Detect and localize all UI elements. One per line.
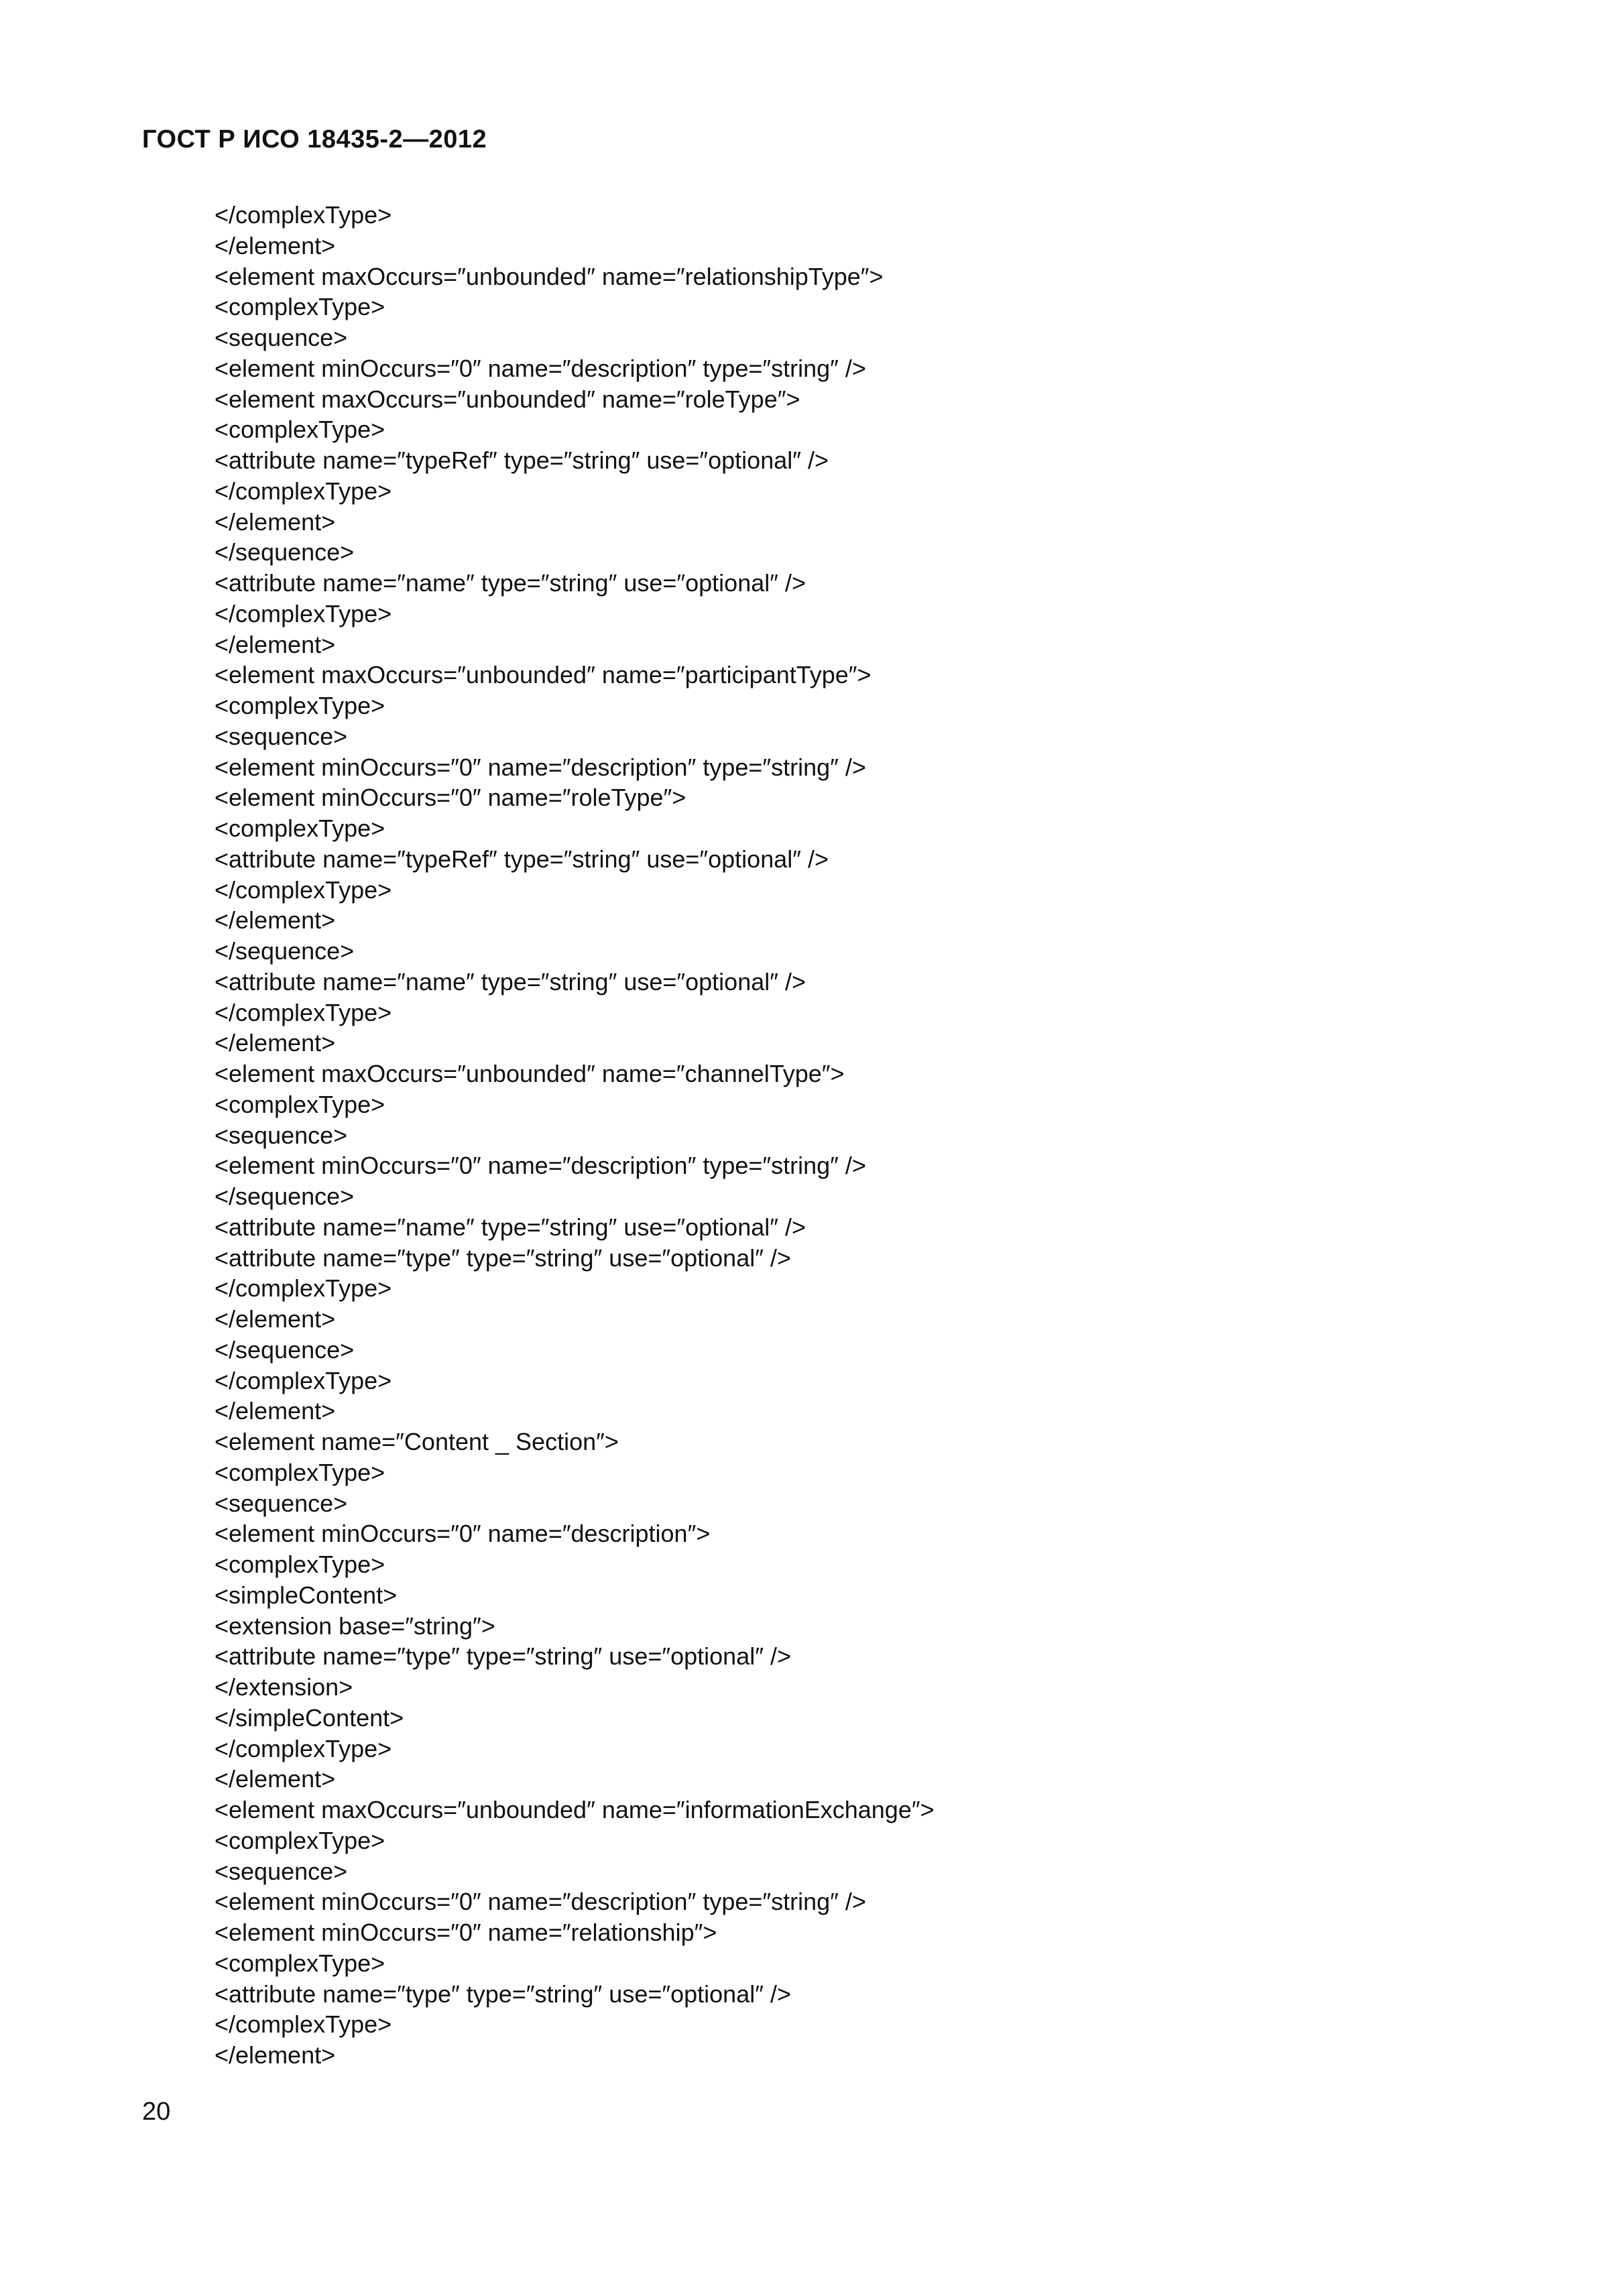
code-line: </element> [215,1765,336,1793]
code-line: </sequence> [215,538,355,566]
code-line: <element maxOccurs=″unbounded″ name=″participantType″> [215,661,871,689]
code-line: <element maxOccurs=″unbounded″ name=″relationshipType″> [215,262,884,290]
code-line: <complexType> [215,416,385,444]
code-line: <attribute name=″type″ type=″string″ use=″optional″ /> [215,1244,791,1272]
code-line: <attribute name=″type″ type=″string″ use=″optional″ /> [215,1642,791,1671]
document-header: ГОСТ Р ИСО 18435-2—2012 [142,125,487,154]
code-line: </element> [215,906,336,934]
code-line: </complexType> [215,1274,392,1303]
code-line: </sequence> [215,937,355,965]
code-line: <element maxOccurs=″unbounded″ name=″roleType″> [215,385,800,413]
code-line: </element> [215,1029,336,1057]
code-line: <complexType> [215,1826,385,1854]
code-line: <attribute name=″type″ type=″string″ use=″optional″ /> [215,1980,791,2008]
code-line: <attribute name=″name″ type=″string″ use=″optional″ /> [215,1213,806,1241]
code-line: <element minOccurs=″0″ name=″description″> [215,1520,711,1548]
code-line: <sequence> [215,1857,348,1885]
code-line: <sequence> [215,722,348,750]
code-line: </element> [215,1397,336,1425]
code-line: <sequence> [215,1121,348,1149]
code-line: </sequence> [215,1335,355,1364]
code-line: </complexType> [215,875,392,904]
code-line: </extension> [215,1673,353,1701]
code-line: <complexType> [215,814,385,842]
code-line: <element minOccurs=″0″ name=″description″ type=″string″ /> [215,354,866,382]
code-line: <attribute name=″typeRef″ type=″string″ use=″optional″ /> [215,845,829,873]
code-line: <complexType> [215,293,385,321]
code-line: </complexType> [215,1734,392,1762]
code-line: <complexType> [215,692,385,719]
code-line: <element maxOccurs=″unbounded″ name=″channelType″> [215,1060,845,1087]
code-line: </complexType> [215,201,392,229]
code-line: </element> [215,231,336,259]
code-line: </complexType> [215,1366,392,1394]
code-line: <sequence> [215,324,348,351]
code-line: <complexType> [215,1090,385,1118]
code-line: <extension base=″string″> [215,1612,495,1640]
code-line: <complexType> [215,1949,385,1977]
code-line: <attribute name=″name″ type=″string″ use=″optional″ /> [215,569,806,597]
code-line: </element> [215,507,336,536]
xml-schema-listing [215,200,935,2071]
code-line: <element minOccurs=″0″ name=″roleType″> [215,784,686,812]
code-line: <element minOccurs=″0″ name=″relationship″> [215,1919,717,1946]
page-number: 20 [142,2098,171,2126]
code-line: <element maxOccurs=″unbounded″ name=″informationExchange″> [215,1796,935,1823]
code-line: <simpleContent> [215,1581,398,1609]
code-line: </complexType> [215,477,392,505]
code-line: <complexType> [215,1551,385,1578]
code-line: </element> [215,2041,336,2069]
code-line: </complexType> [215,998,392,1026]
code-line: </complexType> [215,599,392,627]
code-line: </element> [215,1305,336,1333]
code-line: <attribute name=″typeRef″ type=″string″ use=″optional″ /> [215,446,829,474]
code-line: <element minOccurs=″0″ name=″description″ type=″string″ /> [215,1152,866,1180]
code-line: <complexType> [215,1458,385,1486]
code-line: <element name=″Content _ Section″> [215,1428,619,1455]
code-line: <sequence> [215,1489,348,1517]
code-line: <attribute name=″name″ type=″string″ use=″optional″ /> [215,967,806,995]
code-line: </complexType> [215,2010,392,2039]
code-line: <element minOccurs=″0″ name=″description″ type=″string″ /> [215,1888,866,1916]
code-line: <element minOccurs=″0″ name=″description″ type=″string″ /> [215,753,866,781]
code-line: </element> [215,630,336,658]
code-line: </simpleContent> [215,1703,404,1732]
code-line: </sequence> [215,1183,355,1210]
